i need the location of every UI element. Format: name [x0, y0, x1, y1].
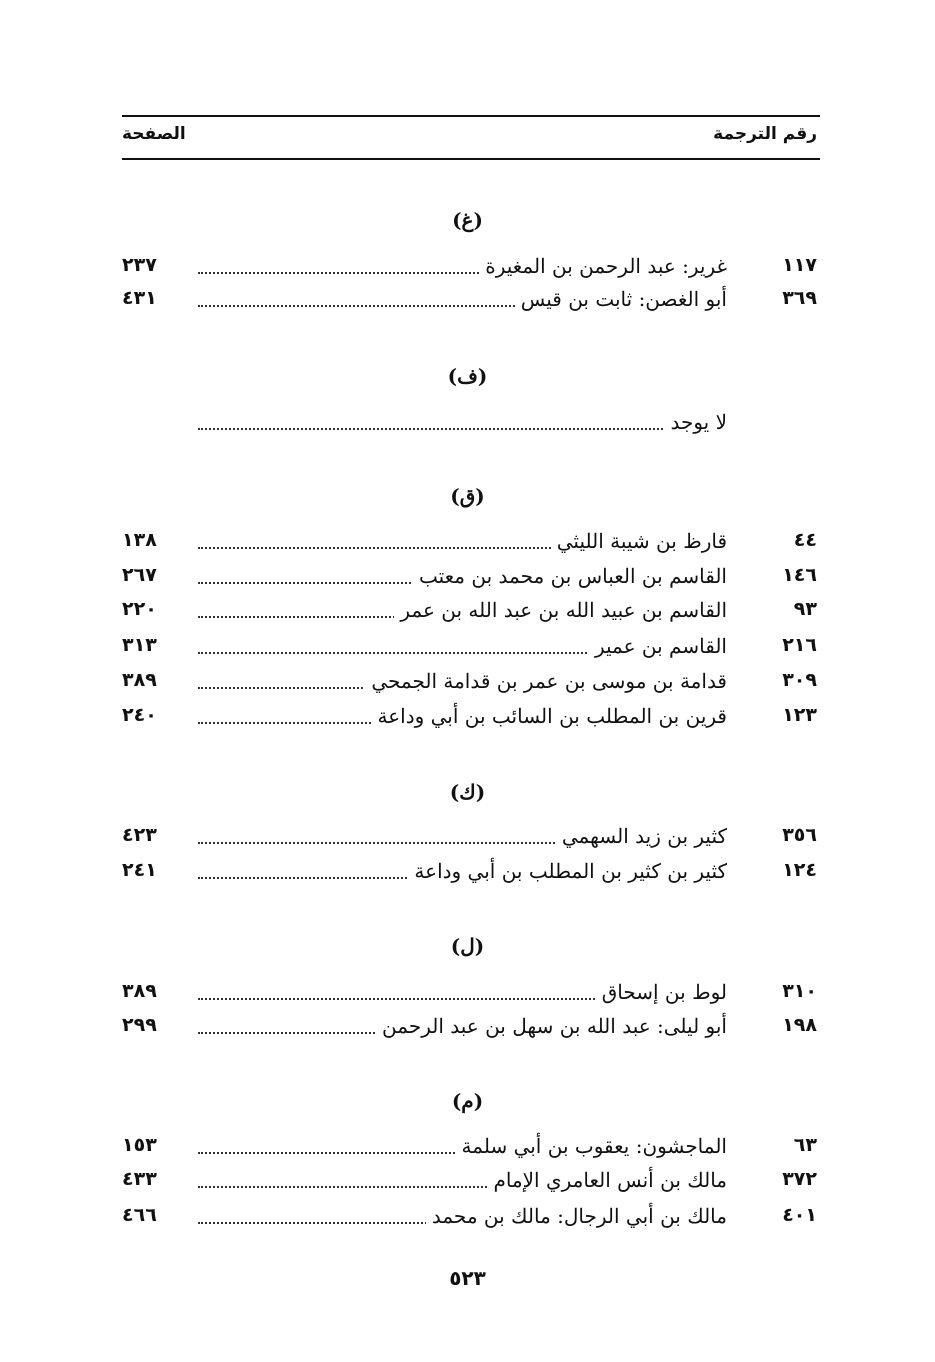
entry-number: ١٩٨: [782, 1014, 817, 1036]
index-entry: [0, 1014, 935, 1044]
entry-page: ٢٦٧: [122, 564, 157, 586]
index-entry: [0, 287, 935, 317]
entry-name: القاسم بن العباس بن محمد بن معتب: [413, 564, 727, 588]
index-entry: [0, 564, 935, 594]
index-entry: [0, 529, 935, 559]
entry-number: ٣٠٩: [782, 669, 817, 691]
entry-number: ١٢٣: [782, 704, 817, 726]
entry-page: ٢٤٠: [122, 704, 157, 726]
entry-name: قدامة بن موسى بن عمر بن قدامة الجمحي: [365, 669, 727, 693]
entry-number: ٢١٦: [782, 634, 817, 656]
entry-number: ١٢٤: [782, 859, 817, 881]
index-entry: [0, 1168, 935, 1198]
index-entry: [0, 634, 935, 664]
page-number: ٥٢٣: [449, 1266, 486, 1290]
entry-page: ٢٢٠: [122, 598, 157, 620]
entry-number: ٣٥٦: [782, 824, 817, 846]
entry-name: كثير بن كثير بن المطلب بن أبي وداعة: [408, 859, 727, 883]
index-entry: [0, 598, 935, 628]
entry-name: قرين بن المطلب بن السائب بن أبي وداعة: [371, 704, 727, 728]
entry-name: أبو الغصن: ثابت بن قيس: [515, 287, 727, 311]
section-letter-ghain: (غ): [452, 208, 483, 232]
entry-name: القاسم بن عمير: [589, 634, 727, 658]
section-letter-fa: (ف): [447, 364, 488, 388]
index-entry: [0, 669, 935, 699]
entry-page: ٣٨٩: [122, 669, 157, 691]
entry-name: الماجشون: يعقوب بن أبي سلمة: [456, 1134, 727, 1158]
section-letter-lam: (ل): [450, 934, 485, 958]
entry-number: ١٤٦: [782, 564, 817, 586]
header-page-label: الصفحة: [122, 124, 186, 144]
entry-name: لوط بن إسحاق: [596, 980, 727, 1004]
entry-number: ٩٣: [793, 598, 817, 620]
entry-name: لا يوجد: [664, 410, 727, 434]
entry-number: ٣٧٢: [782, 1168, 817, 1190]
section-letter-mim: (م): [451, 1089, 484, 1113]
index-entry: [0, 859, 935, 889]
entry-number: ٣١٠: [782, 980, 817, 1002]
entry-page: ٣١٣: [122, 634, 157, 656]
header-bottom-rule: [122, 158, 820, 160]
entry-page: ٤٢٣: [122, 824, 157, 846]
entry-number: ٤٤: [793, 529, 817, 551]
index-entry: [0, 1204, 935, 1234]
index-entry: [0, 980, 935, 1010]
entry-page: ٣٨٩: [122, 980, 157, 1002]
entry-name: غرير: عبد الرحمن بن المغيرة: [479, 254, 727, 278]
entry-page: ١٣٨: [122, 529, 157, 551]
index-entry: [0, 254, 935, 284]
header-top-rule: [122, 115, 820, 117]
entry-number: ٣٦٩: [782, 287, 817, 309]
section-letter-kaf: (ك): [449, 780, 486, 804]
leader-dots: [198, 428, 727, 430]
header-entry-number-label: رقم الترجمة: [713, 124, 817, 144]
entry-page: ٢٩٩: [122, 1014, 157, 1036]
entry-name: قارظ بن شيبة الليثي: [551, 529, 727, 553]
entry-page: ٤٣١: [122, 287, 157, 309]
entry-name: أبو ليلى: عبد الله بن سهل بن عبد الرحمن: [376, 1014, 727, 1038]
index-entry: [0, 704, 935, 734]
entry-number: ١١٧: [782, 254, 817, 276]
entry-number: ٤٠١: [782, 1204, 817, 1226]
entry-number: ٦٣: [793, 1134, 817, 1156]
section-letter-qaf: (ق): [450, 484, 485, 508]
index-entry: [0, 1134, 935, 1164]
index-entry: [0, 824, 935, 854]
entry-page: ١٥٣: [122, 1134, 157, 1156]
entry-page: ٢٣٧: [122, 254, 157, 276]
entry-name: مالك بن أبي الرجال: مالك بن محمد: [426, 1204, 727, 1228]
index-entry: [0, 410, 935, 440]
entry-page: ٤٦٦: [122, 1204, 157, 1226]
entry-name: مالك بن أنس العامري الإمام: [487, 1168, 727, 1192]
entry-name: القاسم بن عبيد الله بن عبد الله بن عمر: [394, 598, 727, 622]
entry-name: كثير بن زيد السهمي: [556, 824, 727, 848]
entry-page: ٢٤١: [122, 859, 157, 881]
entry-page: ٤٣٣: [122, 1168, 157, 1190]
